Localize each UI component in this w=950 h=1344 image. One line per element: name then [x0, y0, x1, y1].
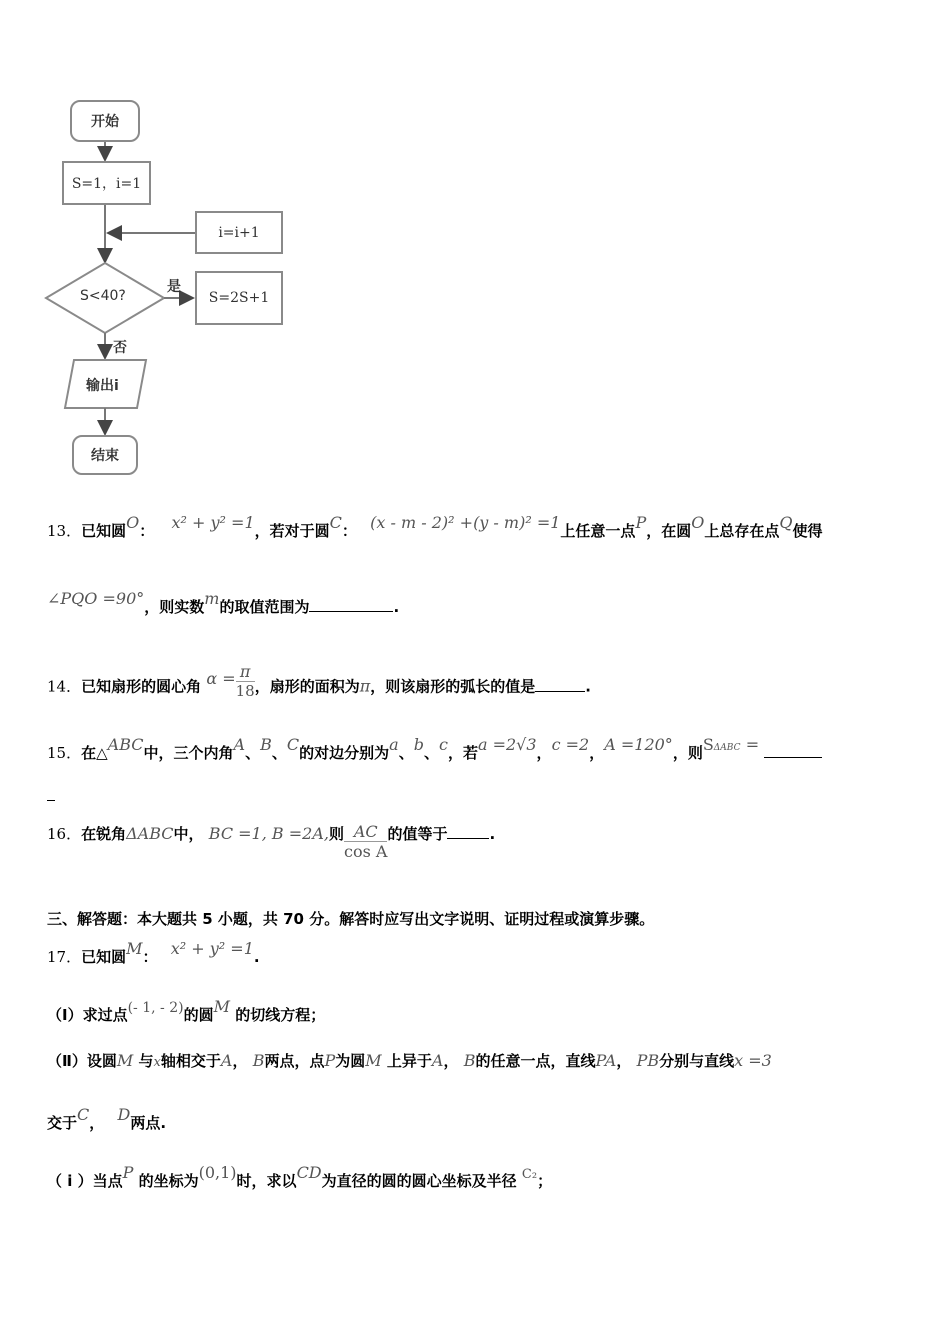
text: 已知圆	[81, 522, 127, 540]
math-B: B	[252, 1051, 265, 1070]
text: 上总存在点	[704, 522, 780, 540]
math-PA: PA	[595, 1051, 617, 1070]
text: 在锐角	[81, 825, 127, 843]
text: ，	[443, 1052, 459, 1070]
math-P: P	[324, 1051, 336, 1070]
math-m: m	[204, 589, 220, 608]
math-D: D	[117, 1105, 131, 1124]
math-M: M	[365, 1051, 382, 1070]
math-condition-c: c =2	[551, 735, 590, 754]
math-A: A	[220, 1051, 233, 1070]
flowchart-update-label: S=2S+1	[208, 290, 270, 306]
question-number: 14．	[47, 677, 82, 696]
flowchart-no-label: 否	[113, 340, 127, 356]
text: 上异于	[386, 1052, 432, 1070]
math-A: A	[233, 735, 246, 754]
math-CD: CD	[296, 1163, 322, 1182]
math-PB: PB	[636, 1051, 660, 1070]
math-condition-a: a =2√3	[477, 735, 537, 754]
text: ：	[341, 522, 357, 540]
math-O: O	[691, 513, 705, 532]
text: 已知圆	[81, 948, 127, 966]
text: 两点，点	[264, 1052, 325, 1070]
math-C: C	[77, 1105, 90, 1124]
answer-blank[interactable]	[535, 677, 585, 692]
math-Q: Q	[779, 513, 793, 532]
text: 、	[245, 744, 261, 762]
question-17-part-2-line2	[47, 1105, 167, 1133]
math-B: B	[260, 735, 272, 754]
question-16	[47, 822, 495, 861]
text: ：	[139, 522, 155, 540]
math-alpha: α =	[206, 668, 236, 688]
text: ，	[232, 1052, 248, 1070]
text: 上任意一点	[560, 522, 636, 540]
math-c: c	[438, 735, 448, 754]
text: 、	[271, 744, 287, 762]
text: .	[253, 948, 260, 966]
text: 为直径的圆的圆心坐标及半径	[321, 1172, 517, 1190]
math-equals: =	[745, 735, 760, 754]
fraction-denominator: 18	[235, 682, 255, 700]
text: ，若	[447, 744, 478, 762]
text: 的圆	[183, 1006, 214, 1024]
text: 的坐标为	[138, 1172, 199, 1190]
text: ，在圆	[646, 522, 692, 540]
question-17-sub-i	[47, 1163, 553, 1191]
flowchart-start-label: 开始	[91, 114, 119, 130]
text: 中，三个内角	[143, 744, 234, 762]
text: 的对边分别为	[299, 744, 390, 762]
question-number: 13．	[47, 522, 82, 540]
flowchart-output: 输出i	[86, 378, 119, 394]
math-angle-PQO: ∠PQO =90°	[47, 589, 145, 608]
text: 使得	[792, 522, 823, 540]
math-condition: BC =1, B =2A,	[208, 824, 329, 843]
math-S: S	[702, 735, 714, 754]
math-A: A	[431, 1051, 444, 1070]
text: 的任意一点，直线	[475, 1052, 596, 1070]
text: 、	[423, 744, 439, 762]
text: 的切线方程；	[235, 1006, 326, 1024]
flowchart-yes-label: 是	[167, 279, 181, 295]
math-M: M	[213, 997, 230, 1016]
math-circle-O-equation: x² + y² =1	[171, 513, 255, 532]
text: ，	[536, 744, 552, 762]
text: ，扇形的面积为	[254, 677, 360, 696]
text: 则	[328, 825, 344, 843]
math-C: C	[286, 735, 300, 754]
text: .	[585, 677, 591, 696]
part-label: （Ⅱ）设圆	[47, 1052, 117, 1070]
part-label: （Ⅰ）求过点	[47, 1006, 128, 1024]
math-fraction-pi-18	[236, 662, 255, 700]
text: .	[393, 598, 400, 616]
math-pi: π	[359, 676, 371, 696]
math-C2: C₂	[521, 1167, 538, 1182]
math-C: C	[329, 513, 342, 532]
text: 与	[138, 1052, 154, 1070]
math-triangle-ABC: ΔABC	[126, 824, 174, 843]
question-14	[47, 662, 591, 706]
text: ，则该扇形的弧长的值是	[370, 677, 536, 696]
part-label: （ i ）当点	[47, 1172, 123, 1190]
text: ，	[89, 1114, 105, 1132]
flowchart-init-label: S=1，i=1	[71, 176, 142, 192]
text: 中，	[173, 825, 204, 843]
math-circle-M-equation: x² + y² =1	[170, 939, 254, 958]
math-ABC: ABC	[107, 735, 144, 754]
flowchart-end-label: 结束	[91, 448, 119, 464]
flowchart-condition: S<40?	[80, 288, 126, 304]
flowchart-end	[72, 435, 138, 475]
text: 轴相交于	[160, 1052, 221, 1070]
answer-blank-overflow	[47, 800, 55, 801]
question-13-line2	[47, 589, 400, 617]
text: 在△	[81, 744, 108, 762]
math-P: P	[635, 513, 647, 532]
math-S-subscript: ΔABC	[713, 743, 741, 753]
text: 交于	[47, 1114, 78, 1132]
math-B: B	[463, 1051, 476, 1070]
question-number: 17．	[47, 948, 82, 966]
math-P: P	[122, 1163, 134, 1182]
math-circle-C-equation: (x - m - 2)² +(y - m)² =1	[370, 513, 561, 532]
text: ；	[537, 1172, 553, 1190]
fraction-numerator: π	[236, 662, 255, 682]
text: 两点.	[130, 1114, 167, 1132]
text: ，若对于圆	[254, 522, 330, 540]
math-b: b	[413, 735, 424, 754]
flowchart-init	[62, 161, 151, 205]
question-15	[47, 735, 822, 763]
flowchart-update	[195, 271, 283, 325]
math-O: O	[126, 513, 140, 532]
math-a: a	[389, 735, 399, 754]
text: 为圆	[335, 1052, 366, 1070]
answer-blank[interactable]	[447, 824, 489, 839]
text: 已知扇形的圆心角	[81, 677, 202, 696]
question-17	[47, 939, 260, 967]
flowchart-increment-label: i=i+1	[218, 224, 260, 241]
math-coordinate: (0,1)	[198, 1163, 237, 1182]
answer-blank[interactable]	[764, 743, 822, 758]
text: ，则实数	[144, 598, 205, 616]
text: ，	[589, 744, 605, 762]
math-M: M	[126, 939, 143, 958]
text: 的值等于	[387, 825, 448, 843]
answer-blank[interactable]	[309, 597, 393, 612]
math-M: M	[116, 1051, 134, 1070]
text: ，	[616, 1052, 632, 1070]
section-3-heading: 三、解答题：本大题共 5 小题，共 70 分。解答时应写出文字说明、证明过程或演算步骤。	[47, 910, 655, 928]
flowchart-start	[70, 100, 140, 142]
text: 时，求以	[236, 1172, 297, 1190]
text: 分别与直线	[659, 1052, 735, 1070]
text: ：	[142, 948, 158, 966]
question-number: 15．	[47, 744, 82, 762]
question-17-part-1	[47, 997, 326, 1025]
text: ，则	[672, 744, 703, 762]
text: 的取值范围为	[219, 598, 310, 616]
math-x: x	[153, 1055, 161, 1070]
text: 、	[398, 744, 414, 762]
math-point: (- 1, - 2)	[127, 1000, 184, 1016]
flowchart-increment	[195, 211, 283, 254]
math-fraction-AC-cosA	[344, 822, 387, 861]
math-line-x-3: x =3	[734, 1051, 772, 1070]
question-number: 16．	[47, 825, 82, 843]
math-condition-A: A =120°	[604, 735, 673, 754]
fraction-denominator: cos A	[344, 842, 388, 861]
question-13	[47, 513, 823, 541]
text: .	[489, 825, 496, 843]
fraction-numerator: AC	[344, 822, 387, 842]
question-17-part-2	[47, 1050, 772, 1071]
